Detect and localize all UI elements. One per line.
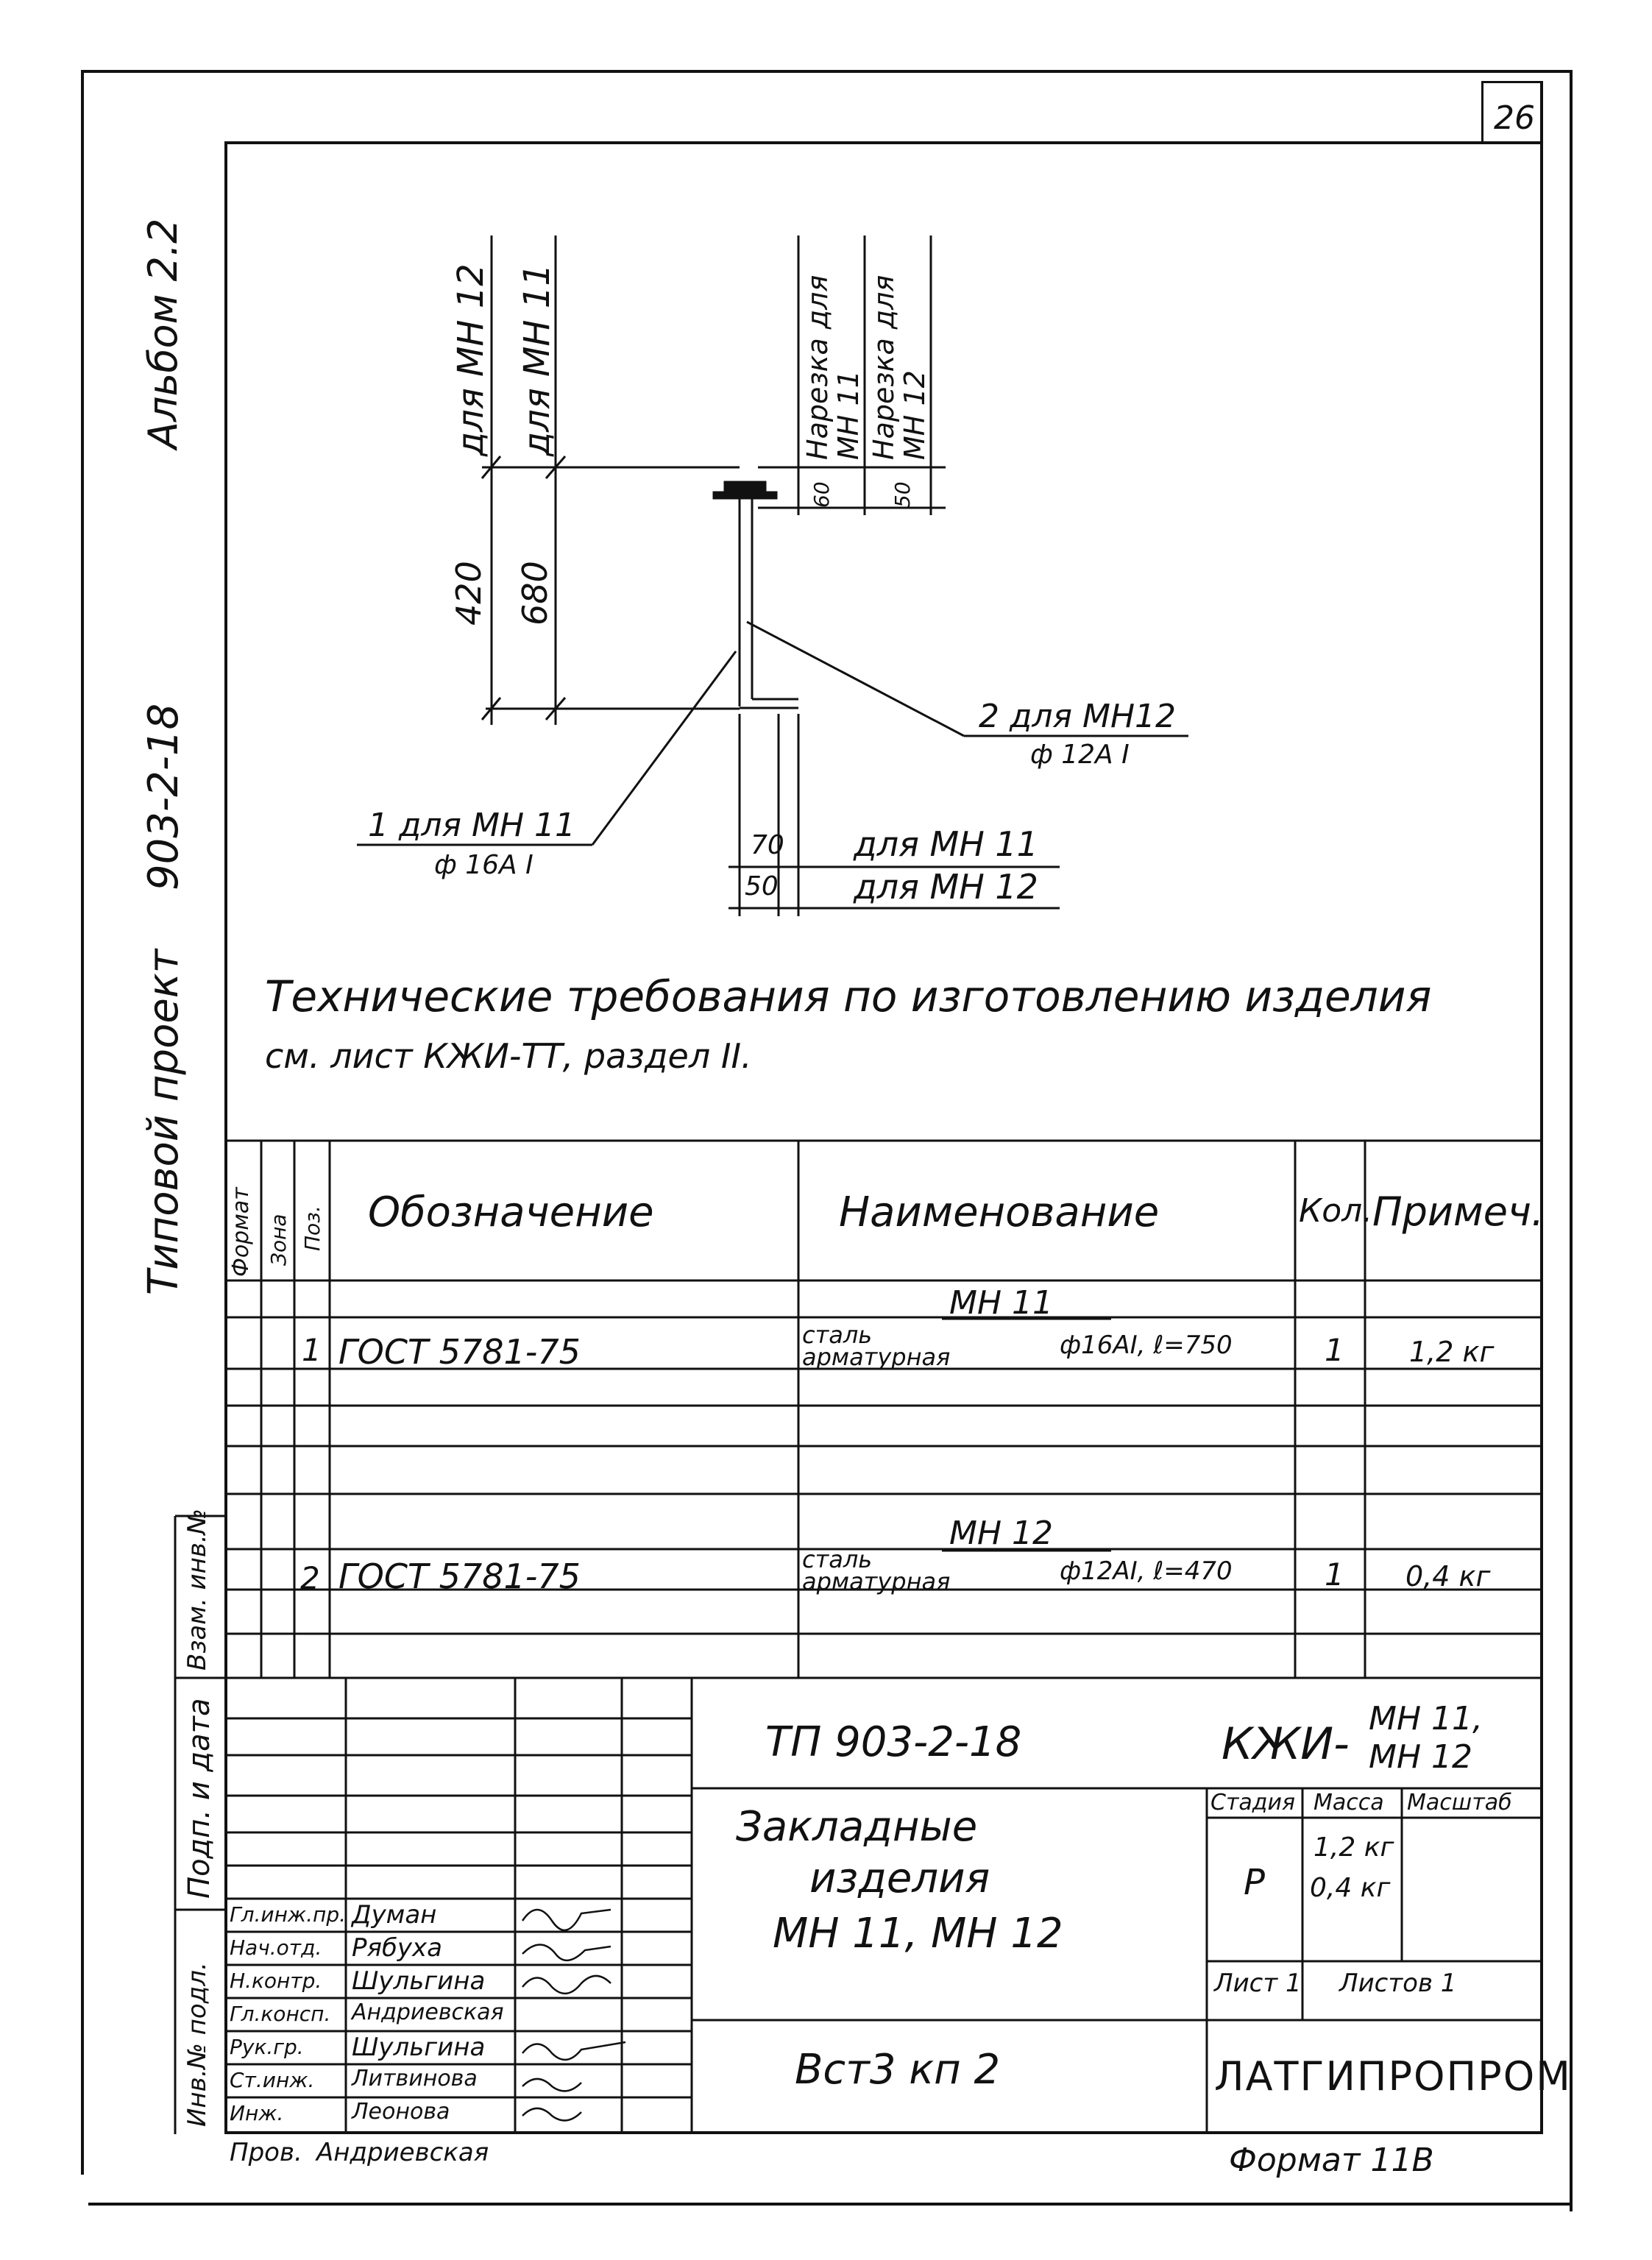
leader-2-label: 2 для МН12 (979, 698, 1177, 735)
tb-mass-header: Масса (1314, 1790, 1384, 1816)
group-title-mh12: МН 12 (949, 1515, 1054, 1552)
tb-stage-header: Стадия (1210, 1790, 1296, 1816)
group-title-mh11: МН 11 (949, 1284, 1054, 1322)
bottom-dim-50-text: для МН 12 (854, 867, 1038, 907)
dim-label-mh11: для МН 11 (517, 263, 558, 456)
bottom-dim-50: 50 (745, 871, 779, 901)
checked-role: Пров. (230, 2138, 302, 2167)
tb-stage-value: Р (1244, 1862, 1265, 1903)
tb-code: ТП 903-2-18 (765, 1718, 1022, 1766)
row2-note: 0,4 кг (1405, 1560, 1491, 1593)
person-0: Думан (352, 1900, 437, 1930)
requirements-line-2: см. лист КЖИ-ТТ, раздел II. (265, 1036, 752, 1076)
tb-scale-header: Масштаб (1407, 1790, 1512, 1816)
role-2: Н.контр. (230, 1969, 322, 1993)
row2-designation: ГОСТ 5781-75 (338, 1556, 581, 1596)
person-5: Литвинова (352, 2066, 478, 2091)
role-1: Нач.отд. (230, 1935, 322, 1960)
project-type-label: Типовой проект (140, 949, 188, 1295)
row2-spec: ф12АI, ℓ=470 (1060, 1556, 1233, 1586)
row1-note: 1,2 кг (1409, 1336, 1495, 1368)
row1-spec: ф16АI, ℓ=750 (1060, 1331, 1233, 1360)
row2-name-1: сталь (802, 1545, 873, 1573)
tb-mark-a: МН 11, (1369, 1700, 1483, 1737)
row1-name-2: арматурная (802, 1343, 951, 1371)
role-5: Ст.инж. (230, 2068, 315, 2092)
leader-1-label: 1 для МН 11 (368, 807, 576, 844)
dim-value-420: 420 (449, 561, 489, 626)
tb-mass-2: 0,4 кг (1310, 1873, 1391, 1903)
person-3: Андриевская (352, 1999, 504, 2025)
role-6: Инж. (230, 2101, 284, 2125)
role-4: Рук.гр. (230, 2035, 304, 2059)
person-6: Леонова (352, 2099, 450, 2125)
row1-qty: 1 (1325, 1332, 1344, 1368)
row2-qty: 1 (1325, 1556, 1344, 1593)
leader-1-spec: ф 16А I (434, 850, 533, 880)
sheet-number: 26 (1494, 99, 1535, 137)
row1-name-1: сталь (802, 1321, 873, 1349)
tb-name-2: изделия (809, 1855, 990, 1902)
tb-name-3: МН 11, МН 12 (773, 1910, 1063, 1958)
dim-value-50: 50 (890, 481, 915, 508)
dim-value-60: 60 (809, 481, 834, 508)
stamp-sign-date: Подп. и дата (182, 1698, 216, 1899)
checked-name: Андриевская (316, 2138, 489, 2167)
album-label: Альбом 2.2 (140, 218, 186, 449)
col-header-note: Примеч. (1372, 1189, 1545, 1235)
row1-designation: ГОСТ 5781-75 (338, 1332, 581, 1372)
tb-mass-1: 1,2 кг (1314, 1832, 1394, 1863)
col-header-qty: Кол. (1299, 1192, 1373, 1230)
thread-label-mh11: Нарезка для МН 11 (801, 274, 865, 460)
col-header-pos: Поз. (300, 1205, 325, 1251)
thread-label-mh12: Нарезка для МН 12 (868, 274, 931, 460)
tb-material: Вст3 кп 2 (795, 2046, 1001, 2094)
row2-pos: 2 (300, 1560, 320, 1596)
col-header-format: Формат (228, 1187, 254, 1277)
stamp-inv-no: Инв.№ подл. (182, 1962, 212, 2127)
tb-name-1: Закладные (736, 1803, 978, 1851)
person-4: Шульгина (352, 2033, 486, 2062)
tb-sheets: Листов 1 (1339, 1969, 1457, 1998)
requirements-line-1: Технические требования по изготовлению изделия (265, 971, 1432, 1021)
tb-mark-b: МН 12 (1369, 1738, 1473, 1776)
col-header-designation: Обозначение (368, 1189, 654, 1236)
tb-organization: ЛАТГИПРОПРОМ (1214, 2053, 1572, 2100)
role-0: Гл.инж.пр. (230, 1902, 347, 1927)
tb-format: Формат 11В (1229, 2142, 1434, 2179)
row2-name-2: арматурная (802, 1568, 951, 1595)
role-3: Гл.консп. (230, 2002, 331, 2026)
leader-2-spec: ф 12А I (1030, 740, 1130, 770)
dim-label-mh12: для МН 12 (450, 263, 492, 456)
bottom-dim-70-text: для МН 11 (854, 824, 1038, 864)
col-header-zone: Зона (266, 1214, 291, 1266)
stamp-replace-inv: Взам. инв.№ (182, 1508, 212, 1671)
dim-value-680: 680 (515, 561, 555, 626)
person-2: Шульгина (352, 1966, 486, 1996)
tb-sheet: Лист 1 (1214, 1969, 1302, 1998)
tb-mark: КЖИ- (1222, 1718, 1350, 1770)
col-header-name: Наименование (839, 1189, 1160, 1236)
row1-pos: 1 (302, 1332, 322, 1368)
bottom-dim-70: 70 (751, 830, 784, 860)
project-code-label: 903-2-18 (140, 703, 188, 890)
person-1: Рябуха (352, 1933, 443, 1963)
